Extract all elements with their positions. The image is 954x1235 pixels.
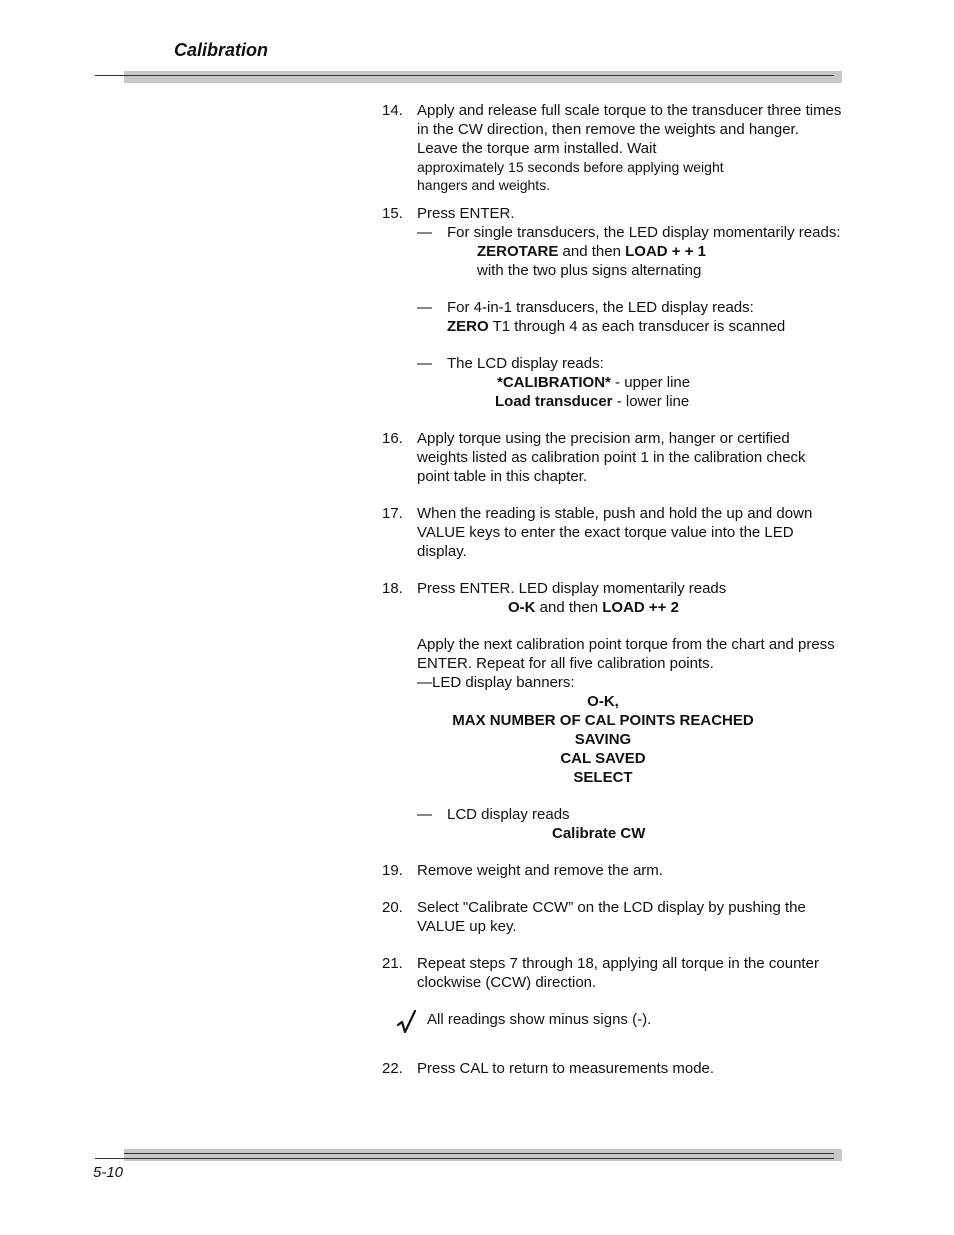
step-18 (382, 579, 842, 843)
dash-item: — The LCD display reads: *CALIBRATION* - upper line Load transducer - lower line (417, 355, 691, 410)
step-number: 18. (382, 580, 403, 597)
led-readout: ZERO T1 through 4 as each transducer is scanned (447, 318, 786, 335)
dash-text: The LCD display reads: (447, 355, 604, 372)
step-19 (382, 861, 842, 880)
procedure-content (382, 101, 842, 1078)
dash-text: For 4-in-1 transducers, the LED display reads: (447, 299, 754, 316)
step-text: Press ENTER. (417, 205, 515, 222)
step-16 (382, 429, 842, 486)
step-14 (382, 101, 842, 194)
step-number: 20. (382, 899, 403, 916)
step-number: 17. (382, 505, 403, 522)
step-number: 15. (382, 205, 403, 222)
step-text: Press CAL to return to measurements mode. (417, 1060, 715, 1077)
step-text-continued: approximately 15 seconds before applying weight hangers and weights. (417, 159, 724, 193)
step-17 (382, 504, 842, 561)
banner-intro: —LED display banners: (417, 674, 575, 691)
step-paragraph: Apply the next calibration point torque from the chart and press ENTER. Repeat for all five calibration points. (417, 636, 835, 672)
step-21 (382, 954, 842, 992)
check-note (382, 1010, 842, 1041)
banner-item: O-K, (587, 693, 619, 710)
led-readout: ZEROTARE and then LOAD + + 1 (477, 243, 706, 260)
dash-item: — LCD display reads (417, 806, 570, 823)
check-text: All readings show minus signs (-). (427, 1011, 652, 1028)
header-rule (95, 71, 842, 85)
dash-item: — For 4-in-1 transducers, the LED display reads: ZERO T1 through 4 as each transducer is scanned (417, 299, 786, 335)
lcd-upper-line: *CALIBRATION* - upper line (497, 374, 691, 391)
checkmark-icon (382, 1010, 427, 1041)
step-20 (382, 898, 842, 936)
step-number: 14. (382, 102, 403, 119)
dash-text: For single transducers, the LED display momentarily reads: (447, 224, 841, 241)
dash-text: LCD display reads (447, 806, 570, 823)
step-15 (382, 204, 842, 411)
led-banners (417, 692, 789, 787)
step-number: 16. (382, 430, 403, 447)
step-text: Press ENTER. LED display momentarily reads (417, 580, 727, 597)
dash-item: — For single transducers, the LED display momentarily reads: ZEROTARE and then LOAD + + 1 with the two plus signs alternating (417, 224, 841, 279)
step-text: Apply and release full scale torque to the transducer three times in the CW direction, then remove the weights and hanger. Leave the torque arm installed. Wait (417, 102, 842, 157)
step-number: 22. (382, 1060, 403, 1077)
footer-rule (95, 1149, 842, 1163)
step-text: Remove weight and remove the arm. (417, 862, 663, 879)
step-22 (382, 1059, 842, 1078)
page-header-title: Calibration (174, 40, 269, 60)
led-readout: O-K and then LOAD ++ 2 (508, 599, 679, 616)
lcd-lower-line: Load transducer - lower line (495, 393, 690, 410)
page-number: 5-10 (93, 1164, 124, 1181)
step-number: 21. (382, 955, 403, 972)
lcd-value: Calibrate CW (552, 825, 646, 842)
step-text: When the reading is stable, push and hold the up and down VALUE keys to enter the exact torque value into the LED display. (417, 505, 813, 560)
banner-item: CAL SAVED (560, 750, 646, 767)
led-note: with the two plus signs alternating (477, 262, 702, 279)
step-text: Apply torque using the precision arm, hanger or certified weights listed as calibration point 1 in the calibration check point table in this chapter. (417, 430, 806, 485)
step-text: Select "Calibrate CCW” on the LCD display by pushing the VALUE up key. (417, 899, 806, 935)
banner-item: MAX NUMBER OF CAL POINTS REACHED (452, 712, 754, 729)
step-text: Repeat steps 7 through 18, applying all torque in the counter clockwise (CCW) direction. (417, 955, 819, 991)
banner-item: SELECT (573, 769, 633, 786)
step-number: 19. (382, 862, 403, 879)
banner-item: SAVING (574, 731, 632, 748)
